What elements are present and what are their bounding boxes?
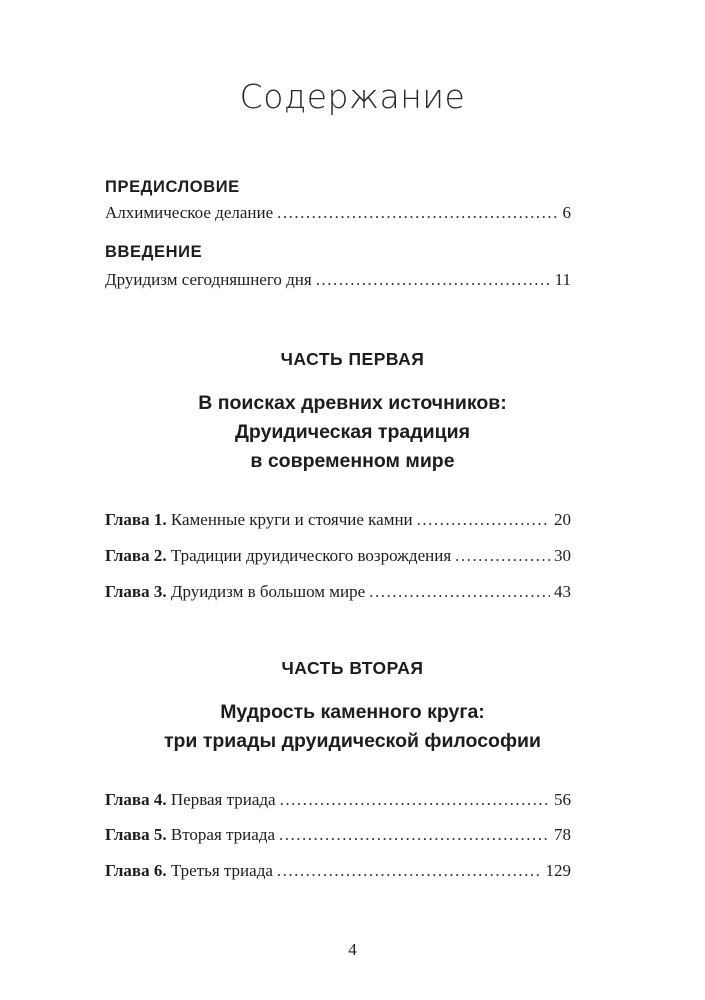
- toc-entry-title: Третья триада: [170, 861, 273, 880]
- toc-entry-page: 30: [554, 546, 571, 565]
- dot-leader: [277, 859, 542, 883]
- part-two-title-line: три триады друидической философии: [163, 730, 542, 752]
- page-title: Содержание: [239, 77, 466, 116]
- part-two-header: [0, 655, 705, 756]
- part-two-title-line: Мудрость каменного круга:: [220, 701, 485, 723]
- chapter-prefix: Глава 5.: [105, 825, 167, 844]
- toc-entry-chapter-4[interactable]: [105, 788, 571, 812]
- dot-leader: [279, 823, 550, 847]
- toc-entry-page: 129: [545, 861, 571, 880]
- toc-entry-chapter-5[interactable]: [105, 823, 571, 847]
- toc-entry-page: 20: [554, 510, 571, 529]
- toc-entry-page: 6: [562, 203, 571, 222]
- toc-entry-preface[interactable]: [105, 201, 571, 225]
- toc-entry-page: 11: [554, 270, 571, 289]
- toc-entry-chapter-3[interactable]: [105, 580, 571, 604]
- toc-entry-title: Вторая триада: [170, 825, 276, 844]
- part-one-title-line: Друидическая традиция: [235, 421, 470, 443]
- chapter-prefix: Глава 4.: [105, 790, 167, 809]
- toc-entry-chapter-2[interactable]: [105, 544, 571, 568]
- part-one-header: [0, 346, 705, 476]
- toc-entry-chapter-6[interactable]: [105, 859, 571, 883]
- part-one-label: ЧАСТЬ ПЕРВАЯ: [280, 349, 425, 369]
- chapter-prefix: Глава 6.: [105, 861, 167, 880]
- part-two-label: ЧАСТЬ ВТОРАЯ: [281, 658, 424, 678]
- dot-leader: [316, 268, 551, 292]
- dot-leader: [277, 201, 558, 225]
- toc-entry-title: Первая триада: [170, 790, 276, 809]
- toc-entry-page: 43: [554, 582, 571, 601]
- chapter-prefix: Глава 3.: [105, 582, 167, 601]
- part-one-title-line: В поисках древних источников:: [198, 392, 507, 414]
- toc-entry-title: Традиции друидического возрождения: [170, 546, 452, 565]
- toc-entry-page: 56: [554, 790, 571, 809]
- toc-entry-title: Друидизм в большом мире: [170, 582, 366, 601]
- part-one-title-line: в современном мире: [250, 450, 455, 472]
- dot-leader: [369, 580, 550, 604]
- toc-entry-chapter-1[interactable]: [105, 508, 571, 532]
- toc-entry-introduction[interactable]: [105, 268, 571, 292]
- page-number: 4: [348, 940, 357, 959]
- preface-heading: ПРЕДИСЛОВИЕ: [105, 178, 240, 196]
- toc-entry-page: 78: [554, 825, 571, 844]
- chapter-prefix: Глава 2.: [105, 546, 167, 565]
- toc-entry-title: Каменные круги и стоячие камни: [170, 510, 413, 529]
- chapter-prefix: Глава 1.: [105, 510, 167, 529]
- dot-leader: [417, 508, 550, 532]
- dot-leader: [280, 788, 550, 812]
- introduction-heading: ВВЕДЕНИЕ: [105, 243, 203, 261]
- toc-entry-title: Друидизм сегодняшнего дня: [105, 270, 312, 289]
- dot-leader: [455, 544, 550, 568]
- toc-entry-title: Алхимическое делание: [105, 203, 274, 222]
